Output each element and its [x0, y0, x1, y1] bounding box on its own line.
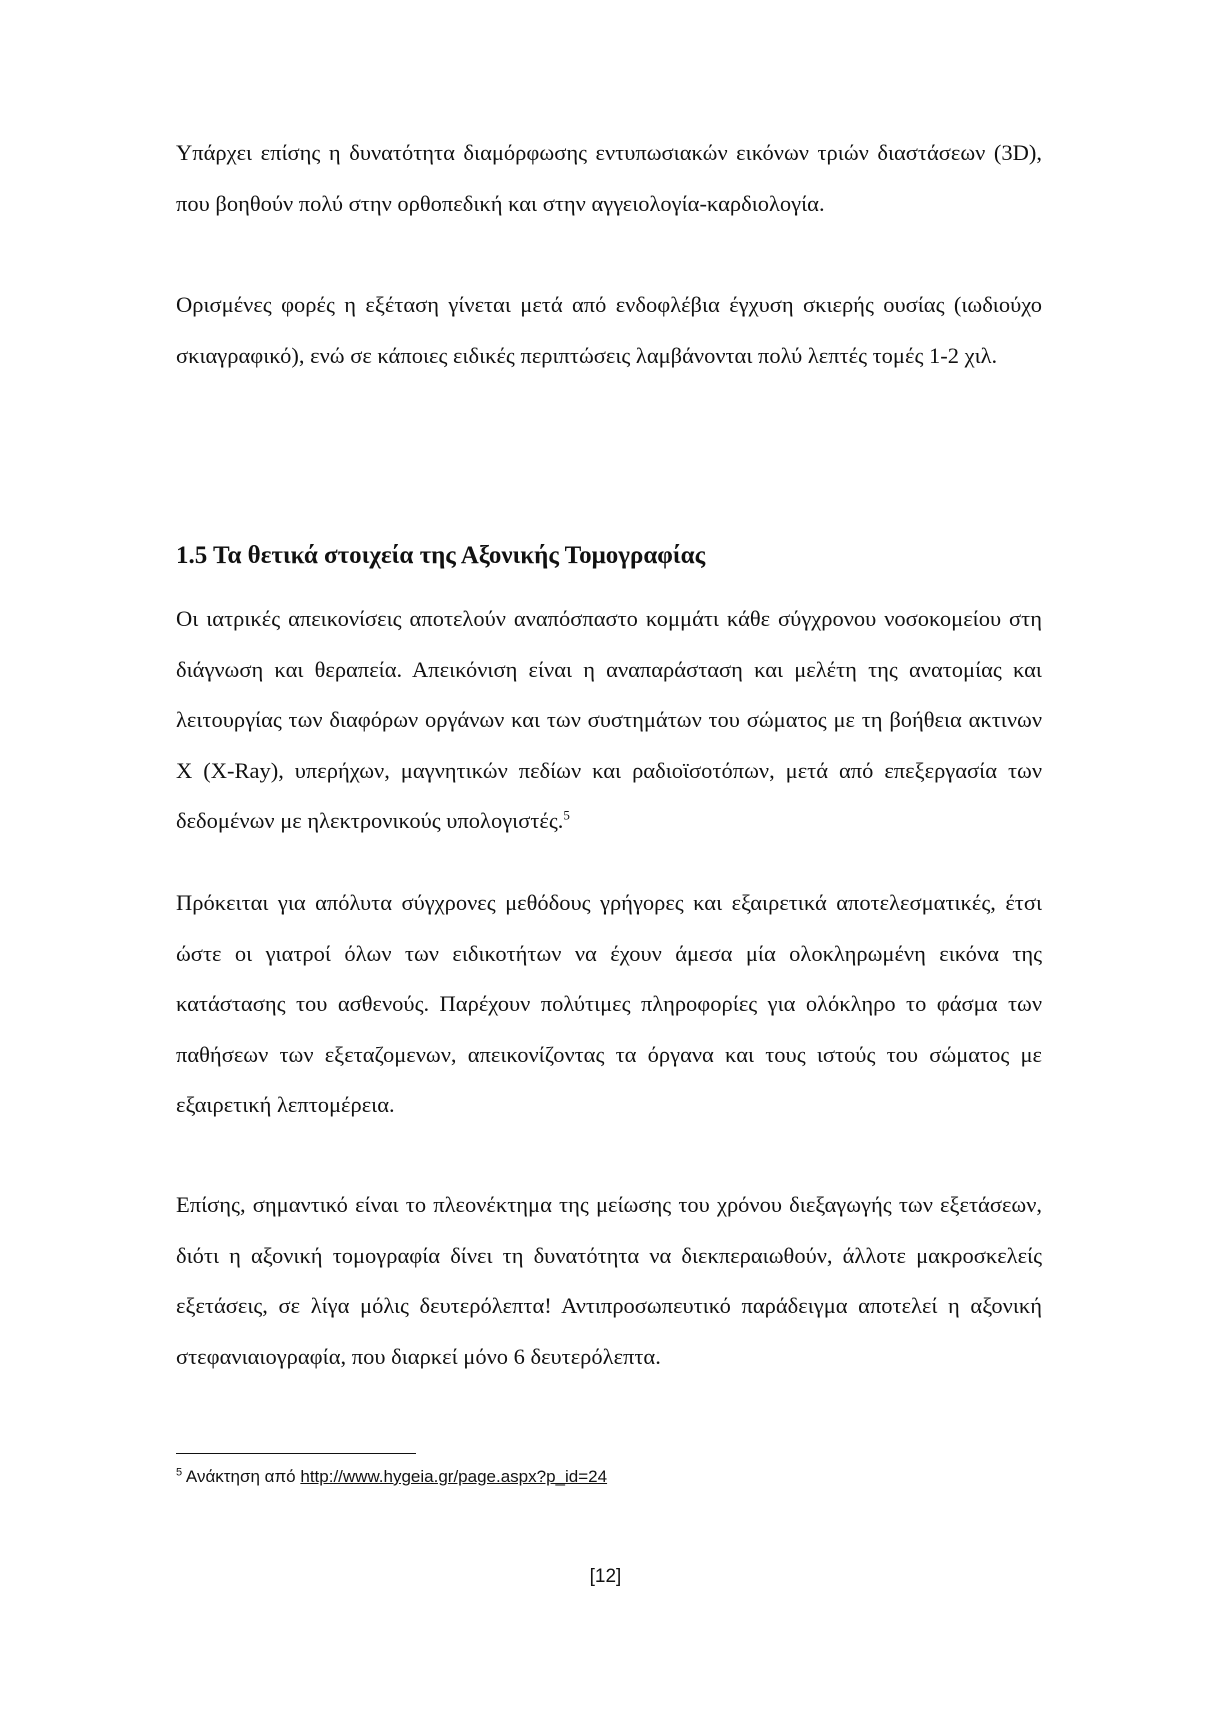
paragraph-modern-methods: Πρόκειται για απόλυτα σύγχρονες μεθόδους γρήγορες και εξαιρετικά αποτελεσματικές, έτσι ώστε οι γιατροί όλων των ειδικοτήτων να έχουν άμεσα μία ολοκληρωμένη εικόνα της κατάστασης του ασθενούς. Παρέχουν πολύτιμες πληροφορίες για ολόκληρο το φάσμα των παθήσεων των εξεταζομενων, απεικονίζοντας τα όργανα και τους ιστούς του σώματος με εξαιρετική λεπτομέρεια. — [176, 890, 1042, 1117]
footnote-reference: 5 — [563, 807, 570, 823]
paragraph-3d-imaging: Υπάρχει επίσης η δυνατότητα διαμόρφωσης εντυπωσιακών εικόνων τριών διαστάσεων (3D), που βοηθούν πολύ στην ορθοπεδική και στην αγγειολογία-καρδιολογία. — [176, 140, 1042, 216]
page-number: [12] — [589, 1566, 622, 1587]
paragraph-contrast-agent: Ορισμένες φορές η εξέταση γίνεται μετά από ενδοφλέβια έγχυση σκιερής ουσίας (ιωδιούχο σκιαγραφικό), ενώ σε κάποιες ειδικές περιπτώσεις λαμβάνονται πολύ λεπτές τομές 1-2 χιλ. — [176, 292, 1042, 368]
footnote-number: 5 — [176, 1466, 183, 1479]
footnote-link[interactable]: http://www.hygeia.gr/page.aspx?p_id=24 — [300, 1467, 608, 1486]
footnote-divider — [176, 1453, 416, 1454]
paragraph-medical-imaging-text: Οι ιατρικές απεικονίσεις αποτελούν αναπόσπαστο κομμάτι κάθε σύγχρονου νοσοκομείου στη διάγνωση και θεραπεία. Απεικόνιση είναι η αναπαράσταση και μελέτη της ανατομίας και λειτουργίας των διαφόρων οργάνων και των συστημάτων του σώματος με τη βοήθεια ακτινων X (X-Ray), υπερήχων, μαγνητικών πεδίων και ραδιοϊσοτόπων, μετά από επεξεργασία των δεδομένων με ηλεκτρονικούς υπολογιστές. — [176, 606, 1042, 833]
footnote-text: Ανάκτηση από — [185, 1467, 296, 1486]
paragraph-medical-imaging — [176, 594, 1042, 847]
section-heading: 1.5 Τα θετικά στοιχεία της Αξονικής Τομογραφίας — [176, 542, 706, 569]
paragraph-time-reduction: Επίσης, σημαντικό είναι το πλεονέκτημα της μείωσης του χρόνου διεξαγωγής των εξετάσεων, διότι η αξονική τομογραφία δίνει τη δυνατότητα να διεκπεραιωθούν, άλλοτε μακροσκελείς εξετάσεις, σε λίγα μόλις δευτερόλεπτα! Αντιπροσωπευτικό παράδειγμα αποτελεί η αξονική στεφανιαιογραφία, που διαρκεί μόνο 6 δευτερόλεπτα. — [176, 1192, 1042, 1369]
footnote — [176, 1464, 607, 1490]
